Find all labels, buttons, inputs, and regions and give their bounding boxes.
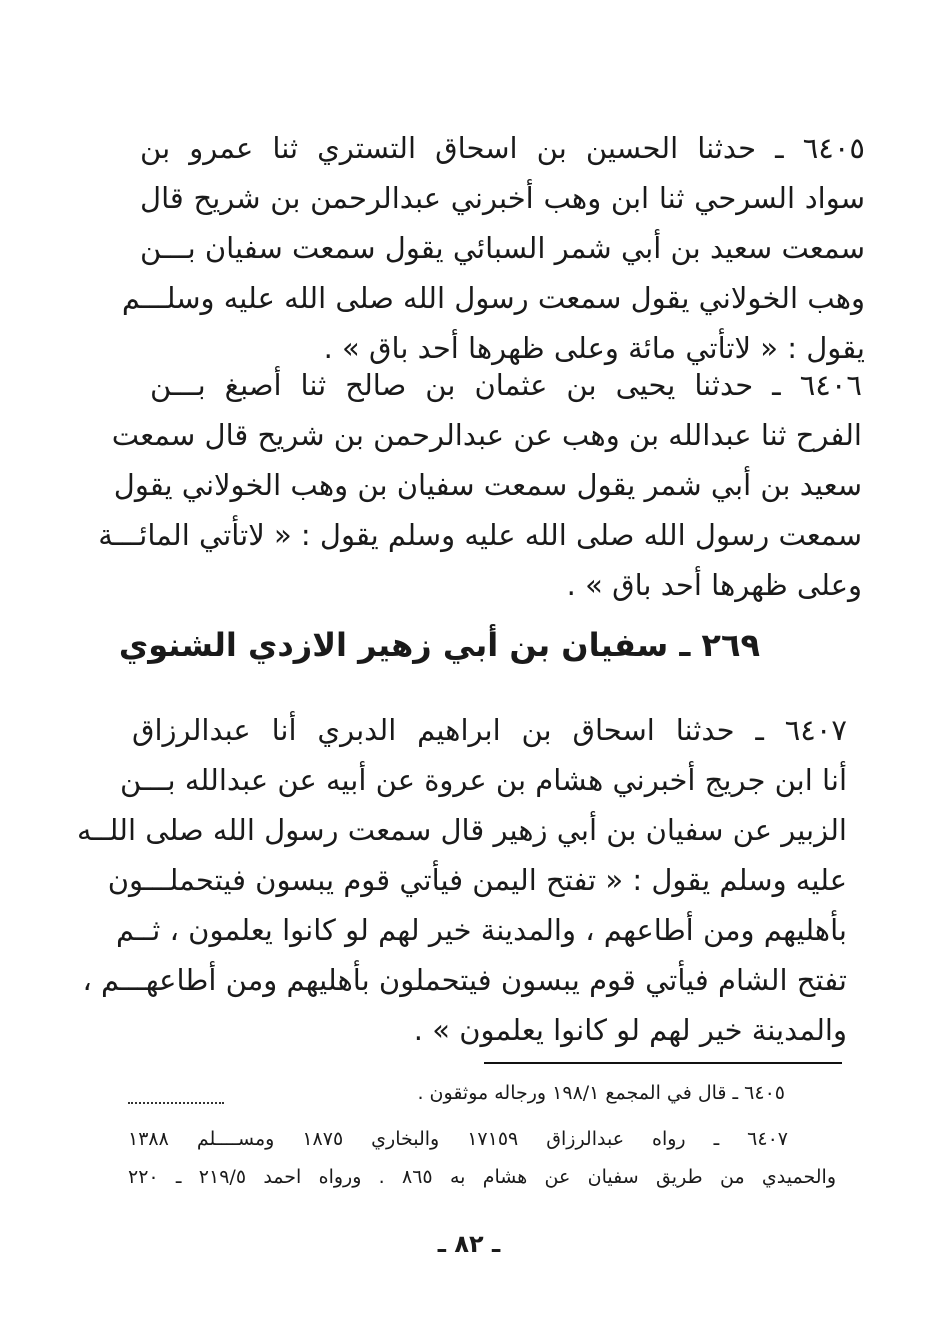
footnote-6407-line-1: ٦٤٠٧ ـ رواه عبدالرزاق ١٧١٥٩ والبخاري ١٨٧٥ ومســــلم ١٣٨٨ — [128, 1128, 788, 1150]
text-line: سواد السرحي ثنا ابن وهب أخبرني عبدالرحمن بن شريح قال — [140, 181, 865, 215]
print-artifact — [128, 1102, 224, 1104]
text-line: والمدينة خير لهم لو كانوا يعلمون » . — [413, 1013, 847, 1047]
section-heading: ٢٦٩ ـ سفيان بن أبي زهير الازدي الشنوي — [118, 626, 760, 664]
text-line: وهب الخولاني يقول سمعت رسول الله صلى الله عليه وسلـــم — [121, 281, 865, 315]
page-number: ـ ٨٢ ـ — [437, 1230, 501, 1258]
text-line: ٦٤٠٦ ـ حدثنا يحيى بن عثمان بن صالح ثنا أصبغ بـــن — [150, 368, 862, 402]
text-line: وعلى ظهرها أحد باق » . — [566, 568, 862, 602]
text-line: الزبير عن سفيان بن أبي زهير قال سمعت رسول الله صلى اللــه — [77, 813, 847, 847]
footnote-separator — [484, 1062, 842, 1064]
text-line: بأهليهم ومن أطاعهم ، والمدينة خير لهم لو كانوا يعلمون ، ثــم — [116, 913, 847, 947]
text-line: أنا ابن جريج أخبرني هشام بن عروة عن أبيه عن عبدالله بـــن — [119, 763, 847, 797]
text-line: عليه وسلم يقول : « تفتح اليمن فيأتي قوم يبسون فيتحملـــون — [107, 863, 847, 897]
hadith-6407 — [77, 705, 847, 1055]
text-line: ٦٤٠٥ ـ حدثنا الحسين بن اسحاق التستري ثنا عمرو بن — [140, 131, 865, 165]
text-line: تفتح الشام فيأتي قوم يبسون فيتحملون بأهليهم ومن أطاعهـــم ، — [82, 963, 847, 997]
footnote-6407-line-2: والحميدي من طريق سفيان عن هشام به ٨٦٥ . ورواه احمد ٢١٩/٥ ـ ٢٢٠ — [128, 1166, 836, 1188]
footnote-6405: ٦٤٠٥ ـ قال في المجمع ١٩٨/١ ورجاله موثقون . — [417, 1082, 785, 1104]
text-line: يقول : « لاتأتي مائة وعلى ظهرها أحد باق » . — [323, 331, 865, 365]
text-line: الفرح ثنا عبدالله بن وهب عن عبدالرحمن بن شريح قال سمعت — [111, 418, 862, 452]
hadith-6405 — [121, 123, 865, 373]
text-line: سمعت سعيد بن أبي شمر السبائي يقول سمعت سفيان بـــن — [140, 231, 865, 265]
text-line: سعيد بن أبي شمر يقول سمعت سفيان بن وهب الخولاني يقول — [113, 468, 862, 502]
hadith-6406 — [98, 360, 862, 610]
text-line: ٦٤٠٧ ـ حدثنا اسحاق بن ابراهيم الدبري أنا عبدالرزاق — [132, 713, 847, 747]
text-line: سمعت رسول الله صلى الله عليه وسلم يقول : « لاتأتي المائـــة — [98, 518, 862, 552]
